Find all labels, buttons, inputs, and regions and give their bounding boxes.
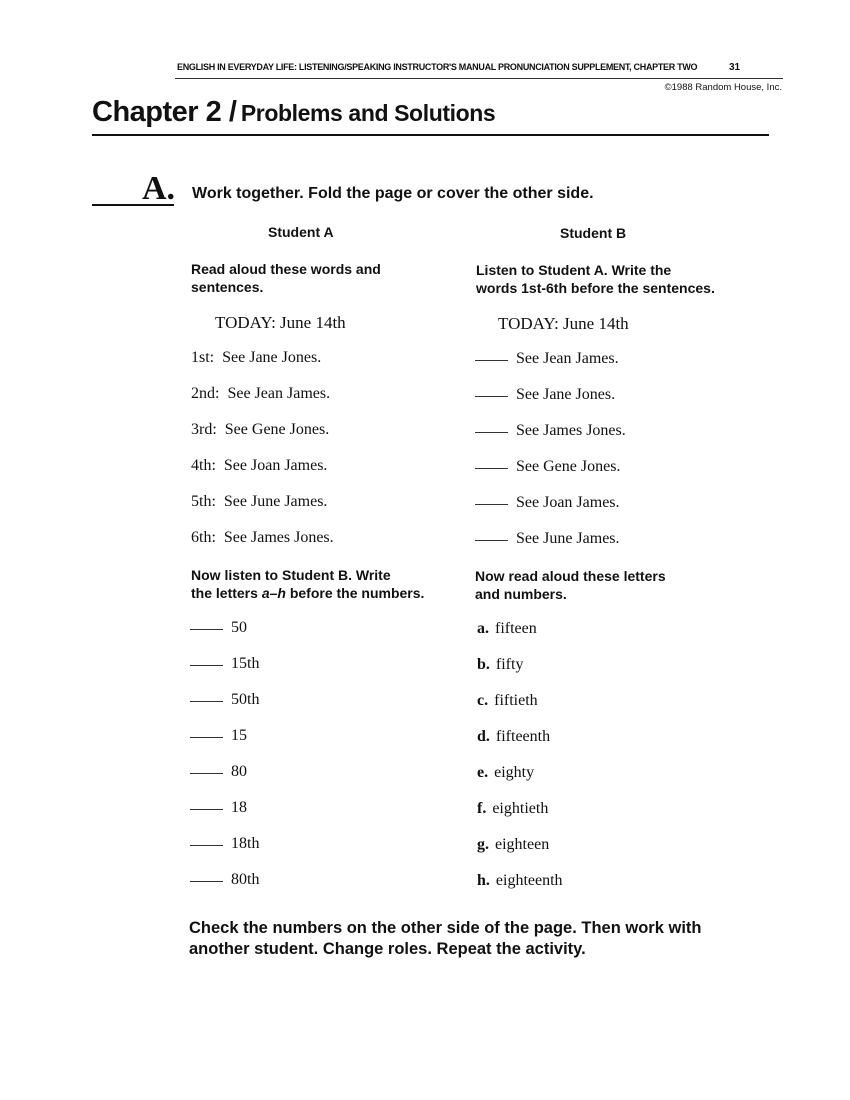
instruction-text: the letters — [191, 585, 262, 601]
student-b-sentence-list — [475, 349, 626, 549]
item-letter: g. — [477, 836, 489, 853]
ordinal: 3rd: — [191, 421, 217, 438]
list-item — [477, 691, 563, 711]
answer-blank[interactable] — [190, 736, 223, 738]
item-letter: b. — [477, 656, 490, 673]
instruction-line: sentences. — [191, 279, 264, 295]
list-item — [191, 384, 334, 404]
ordinal: 5th: — [191, 493, 216, 510]
list-item — [191, 420, 334, 440]
sentence: See Gene Jones. — [516, 458, 621, 475]
chapter-title — [92, 96, 495, 129]
list-item — [477, 799, 563, 819]
number: 15th — [231, 655, 260, 672]
number-word: eighteen — [495, 836, 550, 853]
student-a-instruction-1 — [191, 260, 381, 296]
list-item — [191, 348, 334, 368]
number: 50th — [231, 691, 260, 708]
instruction-line: and numbers. — [475, 586, 567, 602]
number: 18th — [231, 835, 260, 852]
instruction-line: Read aloud these words and — [191, 261, 381, 277]
answer-blank[interactable] — [190, 880, 223, 882]
list-item — [477, 619, 563, 639]
answer-blank[interactable] — [190, 628, 223, 630]
list-item — [191, 492, 334, 512]
sentence: See James Jones. — [516, 422, 626, 439]
list-item — [477, 871, 563, 891]
list-item — [475, 493, 626, 513]
student-b-heading: Student B — [560, 225, 627, 241]
student-a-heading: Student A — [268, 224, 334, 240]
list-item — [475, 529, 626, 549]
sentence: See James Jones. — [223, 529, 334, 546]
chapter-rule — [92, 134, 769, 136]
number-word: eighty — [494, 764, 535, 781]
answer-blank[interactable] — [475, 467, 508, 469]
number-word: fifteenth — [495, 728, 551, 745]
running-title: ENGLISH IN EVERYDAY LIFE: LISTENING/SPEAKING INSTRUCTOR'S MANUAL PRONUNCIATION SUPPLEMENT, CHAPTER TWO — [177, 62, 698, 72]
list-item — [475, 349, 626, 369]
answer-blank[interactable] — [475, 539, 508, 541]
list-item — [190, 690, 259, 710]
number-word: fiftieth — [494, 692, 538, 709]
student-b-instruction-2 — [475, 567, 666, 603]
answer-blank[interactable] — [475, 359, 508, 361]
list-item — [477, 727, 563, 747]
list-item — [190, 762, 259, 782]
student-a-sentence-list — [191, 348, 334, 548]
student-b-today: TODAY: June 14th — [498, 314, 629, 333]
ordinal: 2nd: — [191, 385, 220, 402]
answer-blank[interactable] — [475, 503, 508, 505]
closing-instruction — [189, 918, 701, 960]
number: 50 — [231, 619, 247, 636]
letter-range: a–h — [261, 585, 286, 601]
item-letter: d. — [477, 728, 490, 745]
instruction-line: Listen to Student A. Write the — [476, 262, 672, 278]
section-letter: A. — [142, 170, 176, 207]
number-word: eightieth — [492, 800, 549, 817]
list-item — [190, 870, 259, 890]
instruction-line: Check the numbers on the other side of the page. Then work with — [189, 919, 702, 937]
number-word: eighteenth — [495, 872, 563, 889]
sentence: See Jane Jones. — [222, 349, 322, 366]
list-item — [191, 456, 334, 476]
instruction-text: before the numbers. — [285, 585, 425, 601]
student-a-number-list — [190, 618, 259, 890]
list-item — [475, 421, 626, 441]
page-number: 31 — [729, 62, 741, 73]
sentence: See Gene Jones. — [224, 421, 330, 438]
sentence: See Jean James. — [516, 350, 619, 367]
sentence: See June James. — [516, 530, 620, 547]
list-item — [477, 763, 563, 783]
number: 18 — [231, 799, 247, 816]
list-item — [477, 835, 563, 855]
student-b-instruction-1 — [476, 261, 715, 297]
list-item — [475, 385, 626, 405]
number: 15 — [231, 727, 247, 744]
instruction-line — [191, 584, 424, 602]
section-instruction: Work together. Fold the page or cover the other side. — [192, 185, 594, 202]
number: 80 — [231, 763, 247, 780]
answer-blank[interactable] — [190, 808, 223, 810]
sentence: See Jane Jones. — [516, 386, 616, 403]
list-item — [190, 654, 259, 674]
item-letter: h. — [477, 872, 490, 889]
ordinal: 1st: — [191, 349, 215, 366]
answer-blank[interactable] — [475, 431, 508, 433]
instruction-line: another student. Change roles. Repeat the activity. — [189, 940, 586, 958]
sentence: See Joan James. — [223, 457, 328, 474]
sentence: See Joan James. — [516, 494, 620, 511]
number-word: fifteen — [495, 620, 537, 637]
answer-blank[interactable] — [190, 664, 223, 666]
header-rule — [175, 78, 783, 79]
ordinal: 6th: — [191, 529, 216, 546]
sentence: See Jean James. — [227, 385, 331, 402]
answer-blank[interactable] — [190, 700, 223, 702]
number-word: fifty — [495, 656, 524, 673]
instruction-line: Now read aloud these letters — [475, 568, 666, 584]
ordinal: 4th: — [191, 457, 216, 474]
copyright: ©1988 Random House, Inc. — [664, 82, 782, 93]
item-letter: e. — [477, 764, 489, 781]
item-letter: a. — [477, 620, 489, 637]
student-b-word-list — [477, 619, 563, 891]
instruction-line: words 1st-6th before the sentences. — [476, 280, 715, 296]
item-letter: f. — [477, 800, 487, 817]
answer-blank[interactable] — [190, 844, 223, 846]
list-item — [190, 834, 259, 854]
list-item — [190, 618, 259, 638]
number: 80th — [231, 871, 260, 888]
student-a-today: TODAY: June 14th — [215, 313, 346, 332]
chapter-name: Problems and Solutions — [240, 100, 496, 126]
list-item — [477, 655, 563, 675]
list-item — [475, 457, 626, 477]
instruction-line: Now listen to Student B. Write — [191, 567, 391, 583]
answer-blank[interactable] — [190, 772, 223, 774]
chapter-number: Chapter 2 / — [92, 96, 237, 128]
list-item — [190, 798, 259, 818]
sentence: See June James. — [223, 493, 328, 510]
list-item — [191, 528, 334, 548]
answer-blank[interactable] — [475, 395, 508, 397]
student-a-instruction-2 — [191, 566, 424, 602]
item-letter: c. — [477, 692, 489, 709]
list-item — [190, 726, 259, 746]
